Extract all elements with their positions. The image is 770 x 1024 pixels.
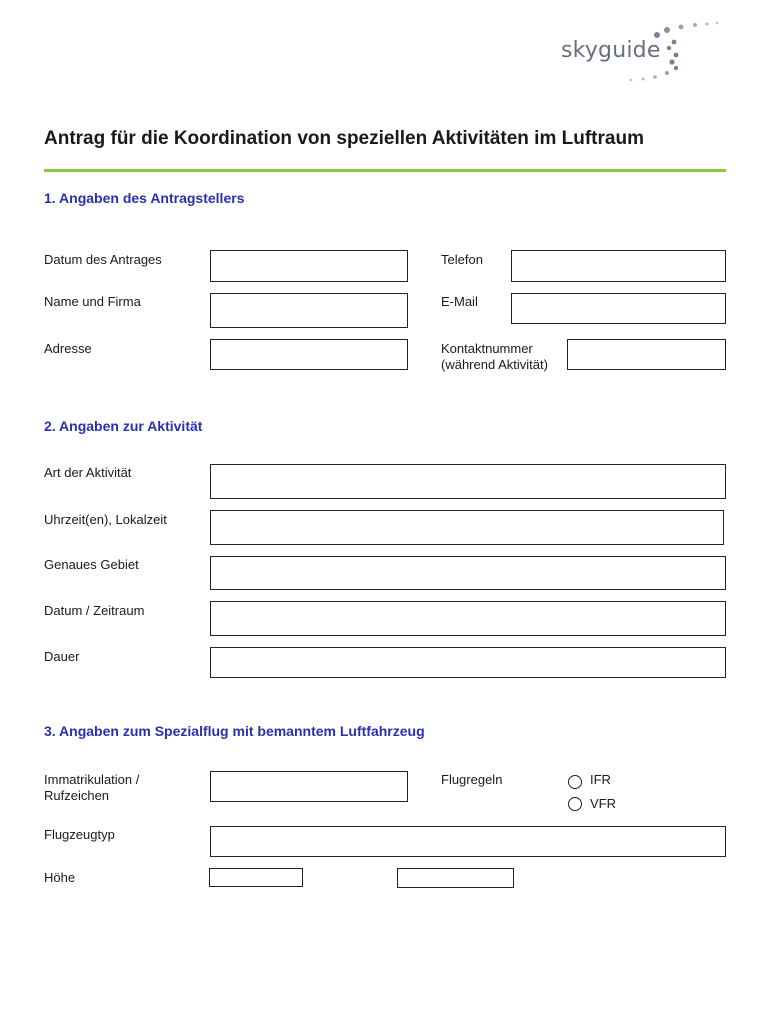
email-label: E-Mail [441, 294, 478, 309]
datum-antrag-label: Datum des Antrages [44, 252, 162, 267]
vfr-radio[interactable] [568, 797, 582, 811]
datum-antrag-input[interactable] [210, 250, 408, 282]
datum-zeitraum-input[interactable] [210, 601, 726, 636]
telefon-label: Telefon [441, 252, 483, 267]
adresse-label: Adresse [44, 341, 92, 356]
section-3-heading: 3. Angaben zum Spezialflug mit bemanntem Luftfahrzeug [44, 723, 425, 739]
page-title: Antrag für die Koordination von speziellen Aktivitäten im Luftraum [44, 128, 644, 149]
kontaktnummer-input[interactable] [567, 339, 726, 370]
gebiet-label: Genaues Gebiet [44, 557, 139, 572]
hoehe-label: Höhe [44, 870, 76, 885]
flugzeugtyp-input[interactable] [210, 826, 726, 857]
title-divider [44, 169, 726, 172]
name-firma-label: Name und Firma [44, 294, 141, 309]
uhrzeit-input[interactable] [210, 510, 724, 545]
telefon-input[interactable] [511, 250, 726, 282]
dauer-input[interactable] [210, 647, 726, 678]
ifr-radio[interactable] [568, 775, 582, 789]
vfr-label: VFR [590, 796, 616, 811]
logo-text: skyguide [561, 38, 661, 63]
adresse-input[interactable] [210, 339, 408, 370]
hoehe-von-input[interactable] [209, 868, 303, 887]
ifr-label: IFR [590, 772, 611, 787]
uhrzeit-label: Uhrzeit(en), Lokalzeit [44, 512, 167, 527]
immatrikulation-label: Immatrikulation / Rufzeichen [44, 772, 140, 803]
flugzeugtyp-label: Flugzeugtyp [44, 827, 115, 842]
flugregeln-label: Flugregeln [441, 772, 503, 787]
immatrikulation-input[interactable] [210, 771, 408, 802]
section-1-heading: 1. Angaben des Antragstellers [44, 190, 245, 206]
hoehe-bis-input[interactable] [397, 868, 514, 888]
art-aktivitaet-input[interactable] [210, 464, 726, 499]
kontaktnummer-label: Kontaktnummer (während Aktivität) [441, 341, 548, 372]
datum-zeitraum-label: Datum / Zeitraum [44, 603, 145, 618]
dauer-label: Dauer [44, 649, 80, 664]
gebiet-input[interactable] [210, 556, 726, 590]
name-firma-input[interactable] [210, 293, 408, 328]
section-2-heading: 2. Angaben zur Aktivität [44, 418, 203, 434]
art-aktivitaet-label: Art der Aktivität [44, 465, 132, 480]
email-input[interactable] [511, 293, 726, 324]
